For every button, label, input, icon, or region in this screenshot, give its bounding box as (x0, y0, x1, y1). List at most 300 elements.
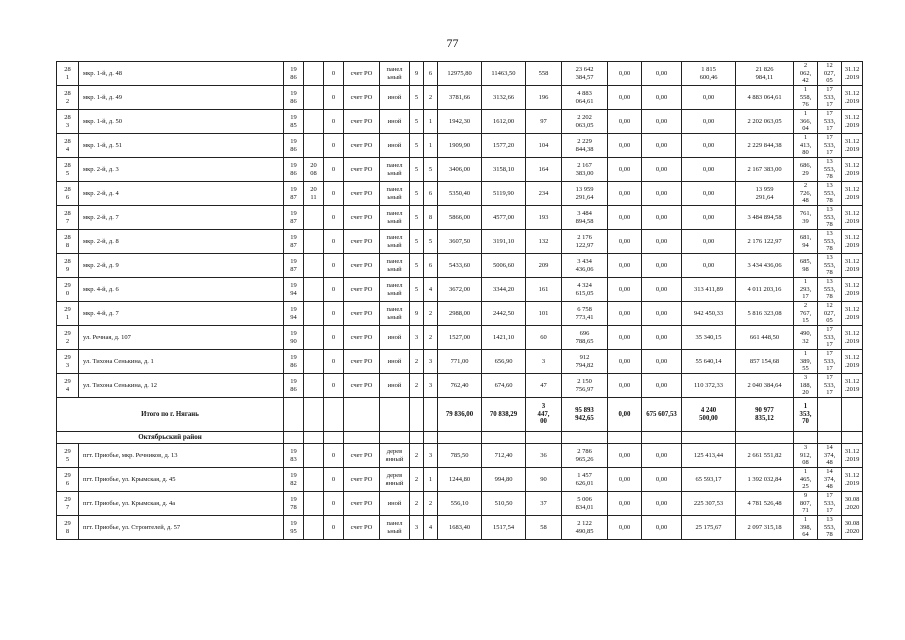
cell-area-living: 3344,20 (482, 278, 526, 302)
cell-limit-cost: 14 374, 48 (818, 444, 842, 468)
cell-zero-col: 0 (324, 516, 344, 540)
cell-year-overhaul (304, 516, 324, 540)
cell-fund-type: счет РО (344, 158, 380, 182)
cell-unit-cost: 1 398, 64 (794, 516, 818, 540)
cell-cost-owners: 2 167 383,00 (736, 158, 794, 182)
cell-floors: 3 (410, 326, 424, 350)
cell-address: пгт. Приобье, ул. Крымская, д. 45 (79, 468, 284, 492)
cell-zero-col: 0 (324, 206, 344, 230)
cell-unit-cost: 1 366, 04 (794, 110, 818, 134)
cell-cost-local: 0,00 (682, 86, 736, 110)
cell-total-cost: 696 788,65 (562, 326, 608, 350)
cell-unit-cost: 686, 29 (794, 158, 818, 182)
cell-area-total: 556,10 (438, 492, 482, 516)
cell-area-living: 1421,10 (482, 326, 526, 350)
cell-completion-date: 31.12 .2019 (842, 62, 863, 86)
cell-area-total: 12975,80 (438, 62, 482, 86)
cell-row-number: 28 7 (57, 206, 79, 230)
cell-year-built: 19 86 (284, 374, 304, 398)
cell-address: мкр. 1-й, д. 50 (79, 110, 284, 134)
cell-cost-regional: 0,00 (642, 492, 682, 516)
cell-floors: 5 (410, 158, 424, 182)
cell-cost-regional: 0,00 (642, 182, 682, 206)
cell-unit-cost: 9 807, 71 (794, 492, 818, 516)
cell-row-number: 29 0 (57, 278, 79, 302)
table-row (57, 110, 863, 134)
cell-total-cost: 4 883 064,61 (562, 86, 608, 110)
cell-limit-cost: 13 553, 78 (818, 158, 842, 182)
cell-address: мкр. 1-й, д. 48 (79, 62, 284, 86)
cell-address: мкр. 4-й, д. 6 (79, 278, 284, 302)
cell-fund-type: счет РО (344, 254, 380, 278)
cell-entrances: 3 (424, 350, 438, 374)
cell-entrances: 2 (424, 492, 438, 516)
cell-cost-local: 55 640,14 (682, 350, 736, 374)
cell-address: мкр. 2-й, д. 9 (79, 254, 284, 278)
cell-total-cost: 2 176 122,97 (562, 230, 608, 254)
rows-oktyabrsky (57, 444, 863, 540)
cell-area-total: 3406,00 (438, 158, 482, 182)
cell-address: мкр. 2-й, д. 8 (79, 230, 284, 254)
cell-cost-regional: 0,00 (642, 110, 682, 134)
total-c1: 0,00 (608, 398, 642, 432)
cell-zero-col: 0 (324, 230, 344, 254)
cell-residents: 101 (526, 302, 562, 326)
cell-cost-local: 225 307,53 (682, 492, 736, 516)
cell-unit-cost: 761, 39 (794, 206, 818, 230)
cell-floors: 5 (410, 134, 424, 158)
cell-floors: 2 (410, 350, 424, 374)
cell-year-built: 19 86 (284, 62, 304, 86)
cell-address: мкр. 4-й, д. 7 (79, 302, 284, 326)
cell-zero-col: 0 (324, 444, 344, 468)
cell-total-cost: 23 642 384,57 (562, 62, 608, 86)
cell-total-cost: 912 794,82 (562, 350, 608, 374)
cell-cost-federal: 0,00 (608, 516, 642, 540)
cell-row-number: 28 1 (57, 62, 79, 86)
cell-cost-local: 942 450,33 (682, 302, 736, 326)
cell-year-overhaul (304, 302, 324, 326)
cell-wall-material: панел ьный (380, 158, 410, 182)
cell-cost-federal: 0,00 (608, 350, 642, 374)
cell-year-built: 19 87 (284, 254, 304, 278)
cell-wall-material: иной (380, 350, 410, 374)
page-number: 77 (446, 36, 459, 50)
cell-total-cost: 3 484 894,58 (562, 206, 608, 230)
cell-year-built: 19 87 (284, 182, 304, 206)
cell-wall-material: панел ьный (380, 516, 410, 540)
cell-cost-owners: 2 040 384,64 (736, 374, 794, 398)
cell-area-total: 1244,80 (438, 468, 482, 492)
cell-cost-local: 110 372,33 (682, 374, 736, 398)
cell-year-built: 19 85 (284, 110, 304, 134)
table-row (57, 350, 863, 374)
cell-completion-date: 31.12 .2019 (842, 206, 863, 230)
cell-zero-col: 0 (324, 62, 344, 86)
cell-floors: 5 (410, 86, 424, 110)
cell-year-overhaul (304, 254, 324, 278)
cell-limit-cost: 17 533, 17 (818, 110, 842, 134)
cell-row-number: 29 4 (57, 374, 79, 398)
cell-entrances: 2 (424, 302, 438, 326)
cell-wall-material: панел ьный (380, 230, 410, 254)
cell-limit-cost: 13 553, 78 (818, 230, 842, 254)
cell-area-living: 4577,00 (482, 206, 526, 230)
cell-cost-regional: 0,00 (642, 230, 682, 254)
total-block (57, 398, 863, 444)
cell-unit-cost: 3 188, 20 (794, 374, 818, 398)
cell-unit-cost: 2 726, 48 (794, 182, 818, 206)
table-row (57, 206, 863, 230)
cell-cost-regional: 0,00 (642, 254, 682, 278)
cell-residents: 36 (526, 444, 562, 468)
cell-fund-type: счет РО (344, 374, 380, 398)
table-row (57, 468, 863, 492)
cell-residents: 3 (526, 350, 562, 374)
cell-residents: 47 (526, 374, 562, 398)
cell-address: ул. Тихона Сенькина, д. 12 (79, 374, 284, 398)
cell-wall-material: иной (380, 492, 410, 516)
cell-wall-material: панел ьный (380, 62, 410, 86)
cell-row-number: 29 3 (57, 350, 79, 374)
cell-total-cost: 3 434 436,06 (562, 254, 608, 278)
cell-limit-cost: 17 533, 17 (818, 326, 842, 350)
cell-cost-local: 1 815 600,46 (682, 62, 736, 86)
cell-unit-cost: 3 912, 08 (794, 444, 818, 468)
total-c5: 1 353, 70 (794, 398, 818, 432)
cell-zero-col: 0 (324, 278, 344, 302)
cell-row-number: 29 6 (57, 468, 79, 492)
cell-cost-federal: 0,00 (608, 62, 642, 86)
cell-cost-local: 0,00 (682, 230, 736, 254)
cell-unit-cost: 490, 32 (794, 326, 818, 350)
cell-cost-federal: 0,00 (608, 158, 642, 182)
cell-year-built: 19 83 (284, 444, 304, 468)
cell-row-number: 28 2 (57, 86, 79, 110)
cell-area-total: 1942,30 (438, 110, 482, 134)
cell-area-total: 3781,66 (438, 86, 482, 110)
cell-area-living: 11463,50 (482, 62, 526, 86)
cell-year-built: 19 94 (284, 302, 304, 326)
cell-floors: 9 (410, 302, 424, 326)
cell-floors: 5 (410, 230, 424, 254)
cell-address: мкр. 2-й, д. 7 (79, 206, 284, 230)
cell-limit-cost: 13 553, 78 (818, 206, 842, 230)
cell-total-cost: 6 758 773,41 (562, 302, 608, 326)
cell-total-cost: 2 167 383,00 (562, 158, 608, 182)
cell-cost-owners: 4 011 203,16 (736, 278, 794, 302)
cell-area-living: 1517,54 (482, 516, 526, 540)
cell-year-built: 19 86 (284, 134, 304, 158)
cell-limit-cost: 13 553, 78 (818, 254, 842, 278)
cell-completion-date: 31.12 .2019 (842, 230, 863, 254)
cell-floors: 2 (410, 444, 424, 468)
cell-cost-regional: 0,00 (642, 158, 682, 182)
cell-residents: 234 (526, 182, 562, 206)
cell-completion-date: 31.12 .2019 (842, 350, 863, 374)
cell-cost-federal: 0,00 (608, 134, 642, 158)
cell-completion-date: 31.12 .2019 (842, 278, 863, 302)
cell-row-number: 28 8 (57, 230, 79, 254)
cell-cost-owners: 4 781 526,48 (736, 492, 794, 516)
cell-row-number: 29 7 (57, 492, 79, 516)
cell-area-total: 785,50 (438, 444, 482, 468)
cell-fund-type: счет РО (344, 326, 380, 350)
cell-fund-type: счет РО (344, 206, 380, 230)
cell-area-living: 510,50 (482, 492, 526, 516)
cell-zero-col: 0 (324, 350, 344, 374)
cell-area-total: 762,40 (438, 374, 482, 398)
cell-fund-type: счет РО (344, 468, 380, 492)
total-cost: 95 893 942,65 (562, 398, 608, 432)
cell-total-cost: 2 786 965,26 (562, 444, 608, 468)
cell-zero-col: 0 (324, 374, 344, 398)
cell-completion-date: 31.12 .2019 (842, 468, 863, 492)
cell-entrances: 1 (424, 134, 438, 158)
cell-area-living: 994,80 (482, 468, 526, 492)
cell-entrances: 6 (424, 254, 438, 278)
cell-area-total: 1527,00 (438, 326, 482, 350)
cell-cost-regional: 0,00 (642, 62, 682, 86)
cell-floors: 2 (410, 468, 424, 492)
table-row (57, 326, 863, 350)
cell-cost-regional: 0,00 (642, 350, 682, 374)
cell-cost-regional: 0,00 (642, 86, 682, 110)
cell-area-total: 1909,90 (438, 134, 482, 158)
cell-year-overhaul (304, 278, 324, 302)
cell-cost-local: 0,00 (682, 110, 736, 134)
cell-cost-local: 125 413,44 (682, 444, 736, 468)
cell-area-living: 5119,90 (482, 182, 526, 206)
cell-completion-date: 31.12 .2019 (842, 254, 863, 278)
total-row (57, 398, 863, 432)
cell-address: ул. Речная, д. 107 (79, 326, 284, 350)
table-row (57, 302, 863, 326)
cell-area-living: 5006,60 (482, 254, 526, 278)
cell-year-overhaul (304, 206, 324, 230)
cell-cost-owners: 13 959 291,64 (736, 182, 794, 206)
cell-entrances: 8 (424, 206, 438, 230)
cell-residents: 193 (526, 206, 562, 230)
cell-year-overhaul (304, 230, 324, 254)
cell-residents: 90 (526, 468, 562, 492)
cell-cost-owners: 2 176 122,97 (736, 230, 794, 254)
table-row (57, 158, 863, 182)
cell-cost-regional: 0,00 (642, 206, 682, 230)
cell-row-number: 28 6 (57, 182, 79, 206)
cell-limit-cost: 17 533, 17 (818, 86, 842, 110)
cell-cost-owners: 857 154,68 (736, 350, 794, 374)
total-c4: 90 977 835,12 (736, 398, 794, 432)
cell-year-built: 19 87 (284, 206, 304, 230)
table-row (57, 516, 863, 540)
housing-register-table (56, 61, 863, 540)
cell-residents: 97 (526, 110, 562, 134)
cell-unit-cost: 681, 94 (794, 230, 818, 254)
cell-wall-material: иной (380, 110, 410, 134)
cell-limit-cost: 13 553, 78 (818, 182, 842, 206)
total-area-total: 79 836,00 (438, 398, 482, 432)
cell-limit-cost: 17 533, 17 (818, 374, 842, 398)
cell-cost-federal: 0,00 (608, 468, 642, 492)
cell-wall-material: панел ьный (380, 254, 410, 278)
cell-entrances: 4 (424, 278, 438, 302)
cell-limit-cost: 17 533, 17 (818, 492, 842, 516)
cell-completion-date: 30.08 .2020 (842, 492, 863, 516)
cell-completion-date: 31.12 .2019 (842, 326, 863, 350)
cell-total-cost: 4 324 615,05 (562, 278, 608, 302)
cell-floors: 2 (410, 492, 424, 516)
cell-cost-regional: 0,00 (642, 516, 682, 540)
cell-year-built: 19 82 (284, 468, 304, 492)
cell-cost-local: 0,00 (682, 182, 736, 206)
cell-entrances: 2 (424, 86, 438, 110)
cell-zero-col: 0 (324, 492, 344, 516)
cell-wall-material: панел ьный (380, 278, 410, 302)
cell-year-overhaul (304, 444, 324, 468)
cell-wall-material: иной (380, 326, 410, 350)
cell-address: пгт. Приобье, ул. Строителей, д. 57 (79, 516, 284, 540)
cell-floors: 5 (410, 206, 424, 230)
cell-total-cost: 13 959 291,64 (562, 182, 608, 206)
cell-residents: 104 (526, 134, 562, 158)
cell-cost-owners: 2 229 844,38 (736, 134, 794, 158)
cell-completion-date: 31.12 .2019 (842, 158, 863, 182)
cell-residents: 58 (526, 516, 562, 540)
cell-cost-local: 25 175,67 (682, 516, 736, 540)
cell-address: мкр. 1-й, д. 51 (79, 134, 284, 158)
cell-entrances: 6 (424, 182, 438, 206)
cell-cost-federal: 0,00 (608, 444, 642, 468)
cell-cost-federal: 0,00 (608, 206, 642, 230)
cell-floors: 5 (410, 254, 424, 278)
cell-fund-type: счет РО (344, 278, 380, 302)
cell-zero-col: 0 (324, 302, 344, 326)
cell-cost-federal: 0,00 (608, 182, 642, 206)
district-row (57, 432, 863, 444)
cell-entrances: 1 (424, 468, 438, 492)
cell-year-overhaul (304, 350, 324, 374)
cell-cost-local: 0,00 (682, 134, 736, 158)
cell-area-living: 3132,66 (482, 86, 526, 110)
cell-limit-cost: 17 533, 17 (818, 350, 842, 374)
cell-cost-federal: 0,00 (608, 374, 642, 398)
cell-wall-material: панел ьный (380, 206, 410, 230)
total-c3: 4 240 500,00 (682, 398, 736, 432)
cell-entrances: 5 (424, 158, 438, 182)
cell-year-overhaul (304, 62, 324, 86)
total-residents: 3 447, 00 (526, 398, 562, 432)
cell-fund-type: счет РО (344, 444, 380, 468)
cell-area-total: 5866,00 (438, 206, 482, 230)
cell-floors: 9 (410, 62, 424, 86)
cell-fund-type: счет РО (344, 492, 380, 516)
table-row (57, 492, 863, 516)
cell-total-cost: 1 457 626,01 (562, 468, 608, 492)
cell-zero-col: 0 (324, 182, 344, 206)
cell-year-built: 19 78 (284, 492, 304, 516)
cell-area-total: 3607,50 (438, 230, 482, 254)
cell-cost-owners: 1 392 032,84 (736, 468, 794, 492)
cell-unit-cost: 1 389, 55 (794, 350, 818, 374)
cell-cost-federal: 0,00 (608, 326, 642, 350)
cell-row-number: 28 4 (57, 134, 79, 158)
cell-wall-material: дерев янный (380, 468, 410, 492)
cell-year-overhaul (304, 326, 324, 350)
cell-year-overhaul: 20 11 (304, 182, 324, 206)
cell-address: мкр. 2-й, д. 3 (79, 158, 284, 182)
cell-year-overhaul: 20 08 (304, 158, 324, 182)
cell-cost-federal: 0,00 (608, 230, 642, 254)
cell-wall-material: панел ьный (380, 182, 410, 206)
cell-area-total: 5350,40 (438, 182, 482, 206)
cell-row-number: 29 5 (57, 444, 79, 468)
cell-limit-cost: 13 553, 78 (818, 516, 842, 540)
cell-entrances: 2 (424, 326, 438, 350)
cell-zero-col: 0 (324, 254, 344, 278)
cell-completion-date: 31.12 .2019 (842, 374, 863, 398)
cell-fund-type: счет РО (344, 516, 380, 540)
cell-year-built: 19 95 (284, 516, 304, 540)
cell-area-total: 771,00 (438, 350, 482, 374)
cell-wall-material: панел ьный (380, 302, 410, 326)
cell-fund-type: счет РО (344, 62, 380, 86)
cell-area-living: 3191,10 (482, 230, 526, 254)
cell-fund-type: счет РО (344, 302, 380, 326)
cell-total-cost: 5 006 834,01 (562, 492, 608, 516)
cell-fund-type: счет РО (344, 350, 380, 374)
cell-year-built: 19 86 (284, 158, 304, 182)
cell-wall-material: иной (380, 374, 410, 398)
cell-cost-regional: 0,00 (642, 278, 682, 302)
cell-cost-local: 0,00 (682, 158, 736, 182)
cell-completion-date: 30.08 .2020 (842, 516, 863, 540)
cell-year-overhaul (304, 110, 324, 134)
cell-row-number: 29 2 (57, 326, 79, 350)
cell-limit-cost: 12 027, 05 (818, 62, 842, 86)
cell-total-cost: 2 202 063,05 (562, 110, 608, 134)
cell-year-overhaul (304, 86, 324, 110)
cell-total-cost: 2 150 756,97 (562, 374, 608, 398)
cell-cost-local: 35 340,15 (682, 326, 736, 350)
cell-year-built: 19 94 (284, 278, 304, 302)
cell-address: ул. Тихона Сенькина, д. 1 (79, 350, 284, 374)
table-row (57, 254, 863, 278)
cell-limit-cost: 14 374, 48 (818, 468, 842, 492)
cell-completion-date: 31.12 .2019 (842, 444, 863, 468)
cell-total-cost: 2 122 490,85 (562, 516, 608, 540)
cell-area-living: 3158,10 (482, 158, 526, 182)
table-row (57, 278, 863, 302)
cell-residents: 132 (526, 230, 562, 254)
cell-wall-material: иной (380, 86, 410, 110)
cell-zero-col: 0 (324, 326, 344, 350)
cell-cost-local: 0,00 (682, 206, 736, 230)
cell-zero-col: 0 (324, 158, 344, 182)
cell-area-living: 712,40 (482, 444, 526, 468)
cell-residents: 196 (526, 86, 562, 110)
cell-fund-type: счет РО (344, 134, 380, 158)
cell-area-living: 674,60 (482, 374, 526, 398)
cell-limit-cost: 13 553, 78 (818, 278, 842, 302)
cell-floors: 3 (410, 516, 424, 540)
cell-cost-federal: 0,00 (608, 110, 642, 134)
cell-row-number: 28 9 (57, 254, 79, 278)
cell-address: мкр. 1-й, д. 49 (79, 86, 284, 110)
cell-unit-cost: 1 293, 17 (794, 278, 818, 302)
cell-cost-owners: 2 202 063,05 (736, 110, 794, 134)
cell-area-total: 1683,40 (438, 516, 482, 540)
